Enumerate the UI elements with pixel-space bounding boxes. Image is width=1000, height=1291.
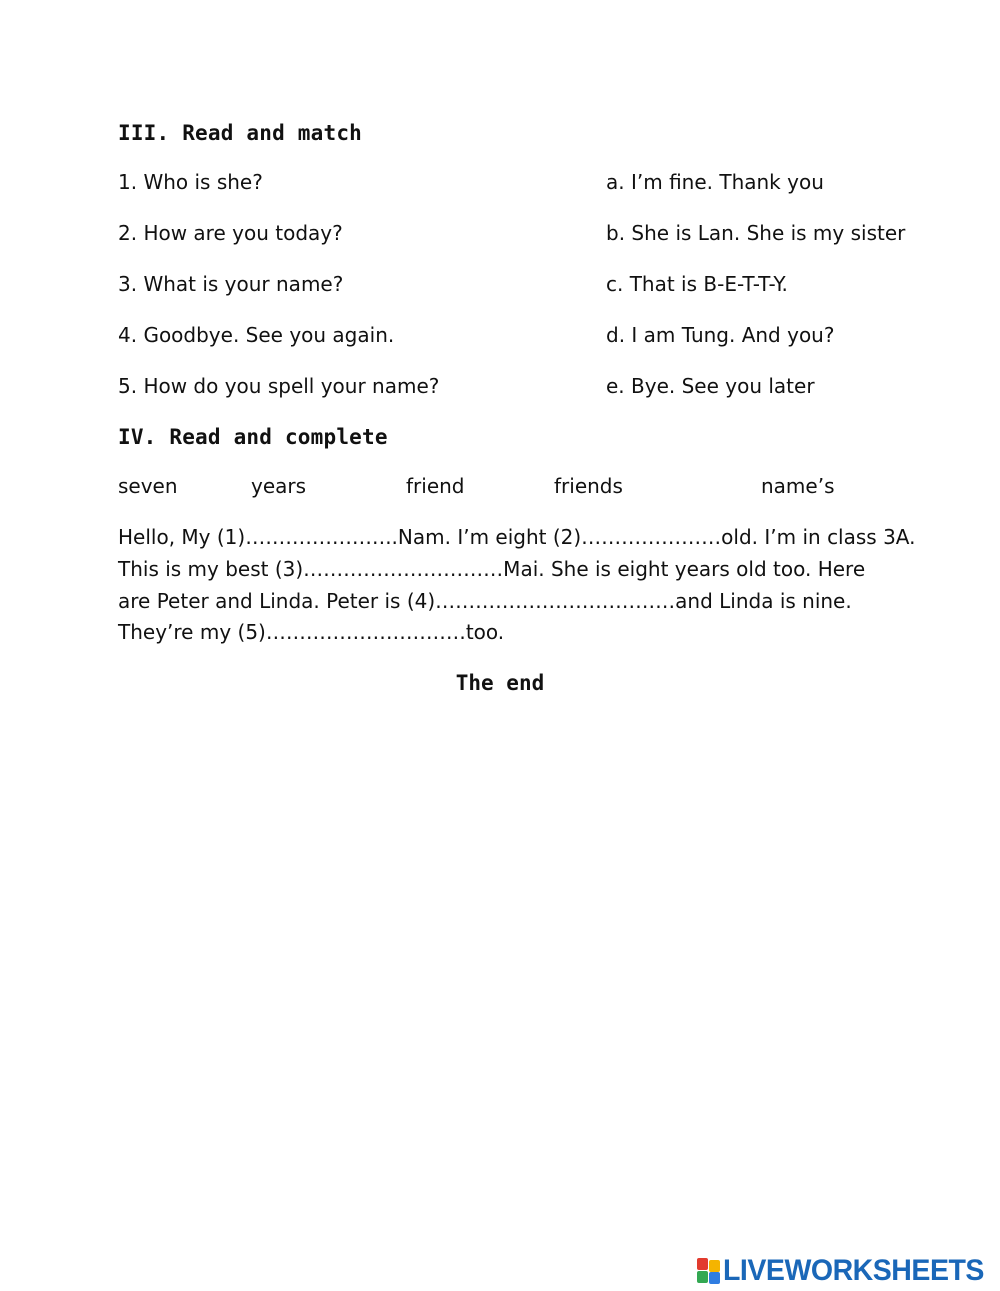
match-question-5: 5. How do you spell your name?	[118, 374, 440, 398]
match-question-1: 1. Who is she?	[118, 170, 263, 194]
the-end-text: The end	[455, 671, 545, 695]
logo-blocks-icon	[697, 1258, 721, 1284]
match-question-2: 2. How are you today?	[118, 221, 343, 245]
word-bank-item: friends	[554, 474, 623, 498]
match-answer-e: e. Bye. See you later	[606, 374, 815, 398]
match-question-4: 4. Goodbye. See you again.	[118, 323, 395, 347]
passage-line-4: They’re my (5)…………………………too.	[118, 620, 505, 644]
match-question-3: 3. What is your name?	[118, 272, 344, 296]
section-4-title: IV. Read and complete	[118, 425, 388, 449]
match-answer-b: b. She is Lan. She is my sister	[606, 221, 906, 245]
word-bank-item: seven	[118, 474, 178, 498]
liveworksheets-logo	[697, 1254, 998, 1288]
match-answer-c: c. That is B-E-T-T-Y.	[606, 272, 788, 296]
passage-line-2: This is my best (3)…………………………Mai. She is eight years old too. Here	[118, 557, 866, 581]
match-answer-a: a. I’m fine. Thank you	[606, 170, 824, 194]
word-bank-item: name’s	[761, 474, 835, 498]
section-3-title: III. Read and match	[118, 121, 363, 145]
logo-text: LIVEWORKSHEETS	[723, 1254, 984, 1287]
word-bank-item: friend	[406, 474, 465, 498]
passage-line-1: Hello, My (1)…………………..Nam. I’m eight (2)…………………old. I’m in class 3A.	[118, 525, 916, 549]
passage-line-3: are Peter and Linda. Peter is (4)………………………………and Linda is nine.	[118, 589, 852, 613]
word-bank-item: years	[251, 474, 307, 498]
match-answer-d: d. I am Tung. And you?	[606, 323, 835, 347]
